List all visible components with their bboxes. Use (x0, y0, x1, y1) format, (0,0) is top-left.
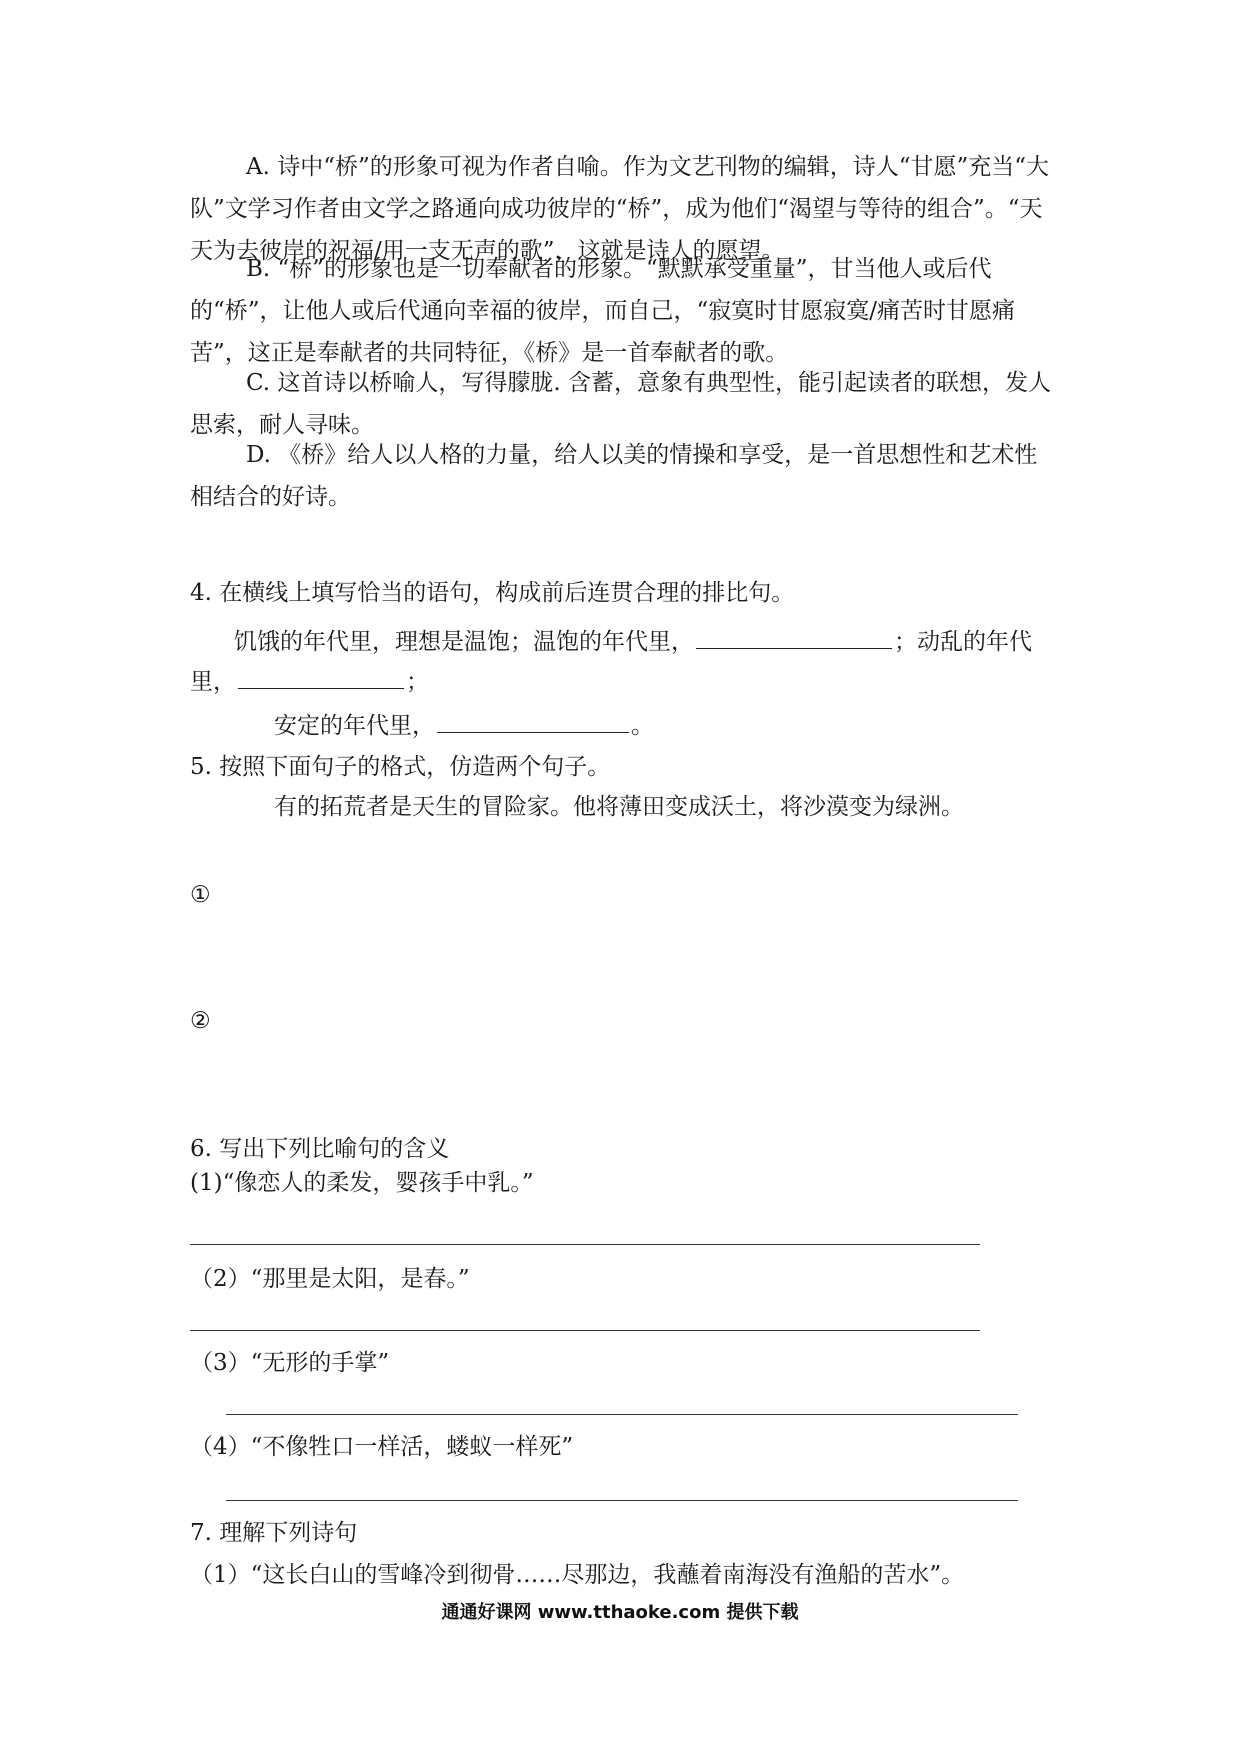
option-b: B. “桥”的形象也是一切奉献者的形象。“默默承受重量”，甘当他人或后代 的“桥”，让他人或后代通向幸福的彼岸，而自己，“寂寞时甘愿寂寞/痛苦时甘愿痛苦”，这正是奉献者的共同特征，《桥》是一首奉献者的歌。 (190, 256, 1016, 366)
question-6-stem: 6. 写出下列比喻句的含义 (190, 1136, 450, 1162)
q4-text-4: ； (406, 669, 429, 695)
q4-text-6: 。 (631, 713, 654, 739)
question-4-line-3 (274, 710, 654, 741)
option-d: D. 《桥》给人以人格的力量，给人以美的情操和享受，是一首思想性和艺术性相结合的好诗。 (190, 442, 1038, 510)
q4-text-5: 安定的年代里， (274, 713, 435, 739)
answer-line-4[interactable] (226, 1500, 1018, 1501)
question-6-item-4: （4）“不像牲口一样活，蝼蚁一样死” (190, 1434, 574, 1460)
answer-marker-2: ② (190, 1008, 211, 1034)
q4-text-2: ；动乱的年代 (894, 629, 1032, 655)
question-5-stem: 5. 按照下面句子的格式，仿造两个句子。 (190, 754, 611, 780)
option-a: A. 诗中“桥”的形象可视为作者自喻。作为文艺刊物的编辑，诗人“甘愿”充当“大队”文学习作者由文学之路通向成功彼岸的“桥”，成为他们“渴望与等待的组合”。“天天为去彼岸的祝福/用一支无声的歌”，这就是诗人的愿望。 (190, 154, 1050, 264)
question-5-example: 有的拓荒者是天生的冒险家。他将薄田变成沃土，将沙漠变为绿洲。 (274, 794, 964, 820)
q4-text-1: 饥饿的年代里，理想是温饱；温饱的年代里， (234, 629, 694, 655)
question-6-item-1: (1)“像恋人的柔发，婴孩手中乳。” (190, 1170, 534, 1196)
question-4-line-2 (190, 666, 429, 697)
answer-line-2[interactable] (190, 1330, 980, 1331)
question-6-item-2: （2）“那里是太阳，是春。” (190, 1266, 470, 1292)
question-7-item-1: （1）“这长白山的雪峰冷到彻骨……尽那边，我蘸着南海没有渔船的苦水”。 (190, 1562, 965, 1588)
answer-blank-3[interactable] (437, 710, 629, 733)
answer-blank-1[interactable] (696, 626, 892, 649)
answer-line-1[interactable] (190, 1244, 980, 1245)
answer-marker-1: ① (190, 882, 211, 908)
answer-blank-2[interactable] (238, 666, 404, 689)
question-7-stem: 7. 理解下列诗句 (190, 1520, 358, 1546)
question-4-stem: 4. 在横线上填写恰当的语句，构成前后连贯合理的排比句。 (190, 580, 795, 606)
answer-line-3[interactable] (226, 1414, 1018, 1415)
option-c: C. 这首诗以桥喻人，写得朦胧. 含蓄，意象有典型性，能引起读者的联想，发人思索，耐人寻味。 (190, 370, 1052, 438)
question-4-line-1 (234, 626, 1032, 657)
question-6-item-3: （3）“无形的手掌” (190, 1350, 390, 1376)
page-footer: 通通好课网 www.tthaoke.com 提供下载 (441, 1602, 799, 1623)
q4-text-3: 里， (190, 669, 236, 695)
